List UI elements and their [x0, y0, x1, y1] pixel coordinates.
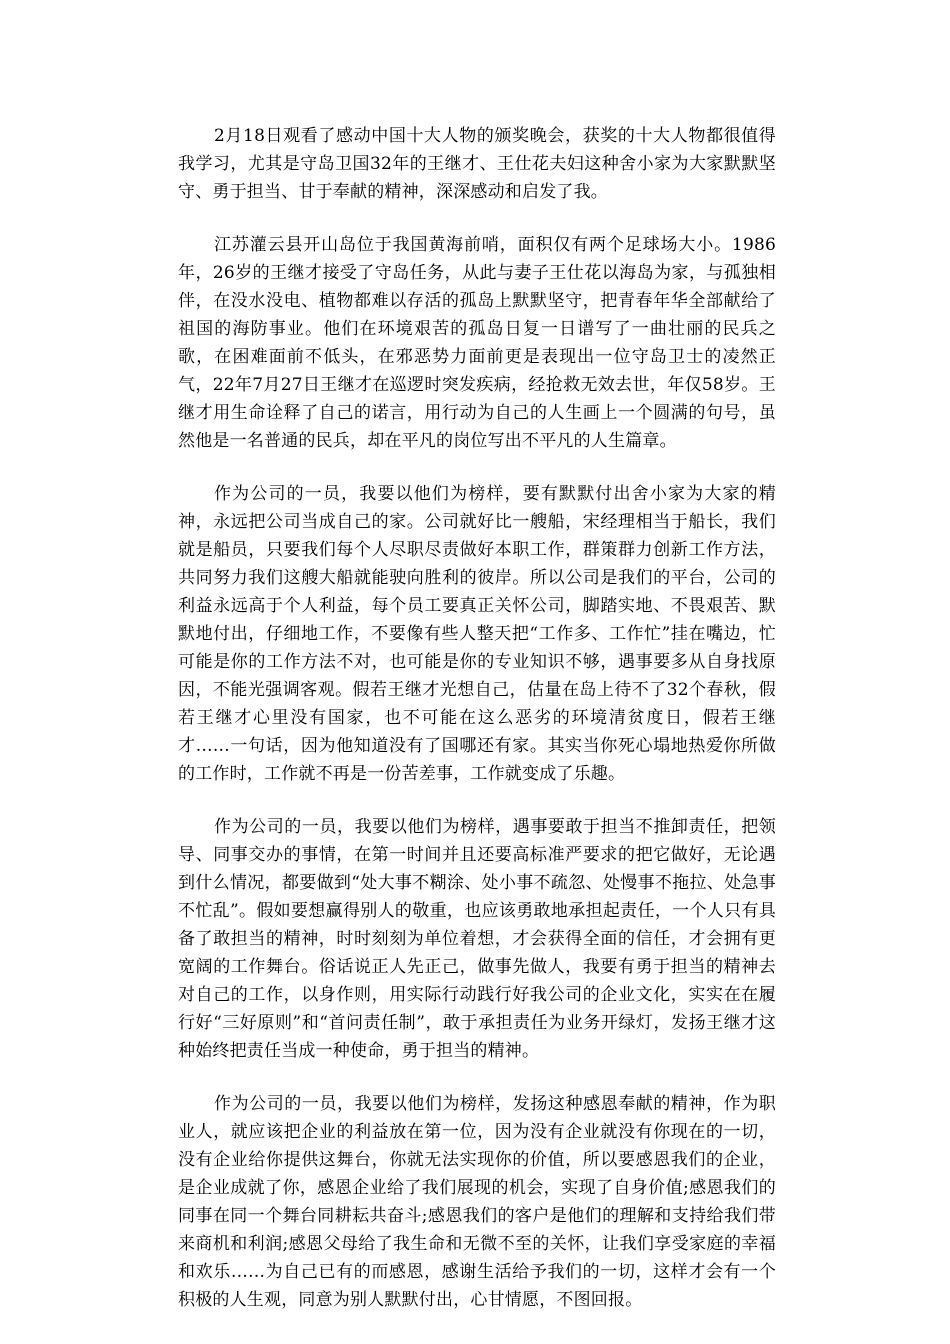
paragraph-1: 2月18日观看了感动中国十大人物的颁奖晚会，获奖的十大人物都很值得我学习，尤其是守岛卫国32年的王继才、王仕花夫妇这种舍小家为大家默默坚守、勇于担当、甘于奉献的精神，深深感动和启发了我。: [178, 126, 776, 202]
paragraph-3: 作为公司的一员，我要以他们为榜样，要有默默付出舍小家为大家的精神，永远把公司当成自己的家。公司就好比一艘船，宋经理相当于船长，我们就是船员，只要我们每个人尽职尽责做好本职工作，群策群力创新工作方法，共同努力我们这艘大船就能驶向胜利的彼岸。所以公司是我们的平台，公司的利益永远高于个人利益，每个员工要真正关怀公司，脚踏实地、不畏艰苦、默默地付出，仔细地工作，不要像有些人整天把“工作多、工作忙”挂在嘴边，忙可能是你的工作方法不对，也可能是你的专业知识不够，遇事要多从自身找原因，不能光强调客观。假若王继才光想自己，估量在岛上待不了32个春秋，假若王继才心里没有国家，也不可能在这么恶劣的环境清贫度日，假若王继才……一句话，因为他知道没有了国哪还有家。其实当你死心塌地热爱你所做的工作时，工作就不再是一份苦差事，工作就变成了乐趣。: [178, 484, 776, 784]
paragraph-4: 作为公司的一员，我要以他们为榜样，遇事要敢于担当不推卸责任，把领导、同事交办的事情，在第一时间并且还要高标准严要求的把它做好，无论遇到什么情况，都要做到“处大事不糊涂、处小事不疏忽、处慢事不拖拉、处急事不忙乱”。假如要想赢得别人的敬重，也应该勇敢地承担起责任，一个人只有具备了敢担当的精神，时时刻刻为单位着想，才会获得全面的信任，才会拥有更宽阔的工作舞台。俗话说正人先正己，做事先做人，我要有勇于担当的精神去对自己的工作，以身作则，用实际行动践行好我公司的企业文化，实实在在履行好“三好原则”和“首问责任制”，敢于承担责任为业务开绿灯，发扬王继才这种始终把责任当成一种使命，勇于担当的精神。: [178, 817, 776, 1061]
paragraph-5: 作为公司的一员，我要以他们为榜样，发扬这种感恩奉献的精神，作为职业人，就应该把企业的利益放在第一位，因为没有企业就没有你现在的一切，没有企业给你提供这舞台，你就无法实现你的价值，所以要感恩我们的企业，是企业成就了你，感恩企业给了我们展现的机会，实现了自身价值;感恩我们的同事在同一个舞台同耕耘共奋斗;感恩我们的客户是他们的理解和支持给我们带来商机和利润;感恩父母给了我生命和无微不至的关怀，让我们享受家庭的幸福和欢乐……为自己已有的而感恩，感谢生活给予我们的一切，这样才会有一个积极的人生观，同意为别人默默付出，心甘情愿，不图回报。: [178, 1094, 776, 1310]
paragraph-2: 江苏灌云县开山岛位于我国黄海前哨，面积仅有两个足球场大小。1986年，26岁的王继才接受了守岛任务，从此与妻子王仕花以海岛为家，与孤独相伴，在没水没电、植物都难以存活的孤岛上默默坚守，把青春年华全部献给了祖国的海防事业。他们在环境艰苦的孤岛日复一日谱写了一曲壮丽的民兵之歌，在困难面前不低头，在邪恶势力面前更是表现出一位守岛卫士的凌然正气，22年7月27日王继才在巡逻时突发疾病，经抢救无效去世，年仅58岁。王继才用生命诠释了自己的诺言，用行动为自己的人生画上一个圆满的句号，虽然他是一名普通的民兵，却在平凡的岗位写出不平凡的人生篇章。: [178, 235, 776, 451]
document-body: [178, 122, 776, 1339]
